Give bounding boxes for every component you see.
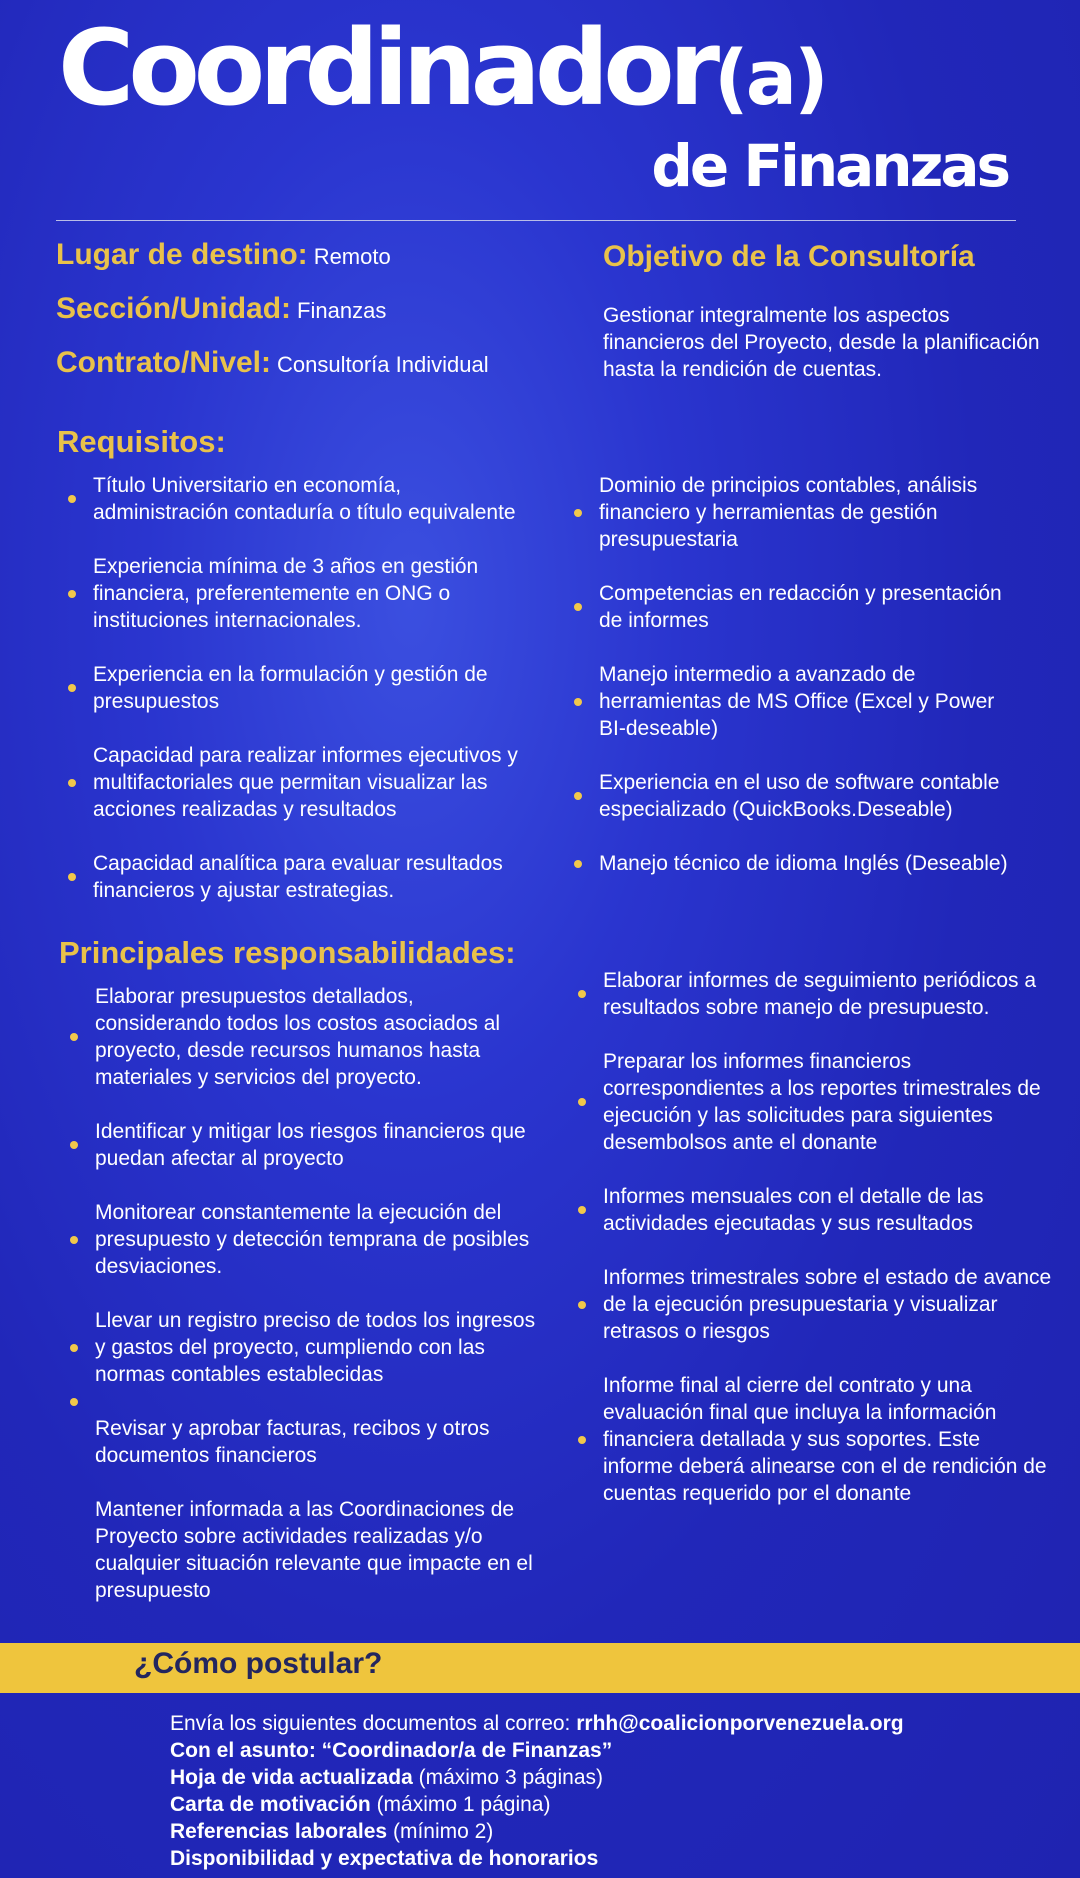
seccion-label: Sección/Unidad: <box>56 292 292 325</box>
requisitos-title: Requisitos: <box>57 424 226 459</box>
list-item-text: Preparar los informes financieros correspondientes a los reportes trimestrales de ejecución y las solicitudes para siguientes desembolsos ante el donante <box>603 1050 1041 1154</box>
list-item-text: Capacidad para realizar informes ejecutivos y multifactoriales que permitan visualizar las acciones realizadas y resultados <box>93 744 518 821</box>
bullet-icon <box>578 990 586 998</box>
list-item <box>59 1496 539 1604</box>
responsabilidades-right-list <box>567 967 1052 1534</box>
requisitos-left-list <box>57 472 537 931</box>
info-seccion <box>56 292 386 326</box>
bullet-icon <box>578 1098 586 1106</box>
destino-label: Lugar de destino: <box>56 238 308 271</box>
objetivo-title: Objetivo de la Consultoría <box>603 240 975 273</box>
list-item <box>567 1048 1052 1156</box>
list-item-text: Dominio de principios contables, análisis financiero y herramientas de gestión presupuestaria <box>599 474 978 551</box>
list-item <box>59 1118 539 1172</box>
list-item <box>563 769 1023 823</box>
apply-carta-line <box>170 1791 1050 1818</box>
bullet-icon <box>578 1301 586 1309</box>
apply-instructions <box>170 1710 1050 1872</box>
list-item <box>59 1415 539 1469</box>
bullet-icon <box>70 1398 78 1406</box>
list-item-text: Título Universitario en economía, administración contaduría o título equivalente <box>93 474 516 524</box>
title-main: Coordinador <box>58 7 715 129</box>
page-subtitle: de Finanzas <box>651 132 1008 200</box>
header-divider <box>56 220 1016 221</box>
bullet-icon <box>70 1344 78 1352</box>
apply-ref-line <box>170 1818 1050 1845</box>
list-item <box>567 1372 1052 1507</box>
list-item-text: Manejo técnico de idioma Inglés (Deseable) <box>599 852 1008 875</box>
list-item <box>59 1199 539 1280</box>
title-suffix: (a) <box>714 33 826 122</box>
bullet-icon <box>68 590 76 598</box>
apply-email-line <box>170 1710 1050 1737</box>
list-item-text: Manejo intermedio a avanzado de herramientas de MS Office (Excel y Power BI-deseable) <box>599 663 995 740</box>
list-item <box>59 1388 539 1415</box>
requisitos-right-list <box>563 472 1023 904</box>
list-item <box>59 983 539 1091</box>
list-item <box>59 1307 539 1388</box>
bullet-icon <box>68 495 76 503</box>
list-item-text: Informes trimestrales sobre el estado de avance de la ejecución presupuestaria y visualizar retrasos o riesgos <box>603 1266 1052 1343</box>
list-item <box>57 553 537 634</box>
list-item-text: Experiencia en el uso de software contable especializado (QuickBooks.Deseable) <box>599 771 1000 821</box>
list-item-text: Experiencia en la formulación y gestión de presupuestos <box>93 663 488 713</box>
list-item-text: Experiencia mínima de 3 años en gestión financiera, preferentemente en ONG o instituciones internacionales. <box>93 555 479 632</box>
destino-value: Remoto <box>313 244 391 269</box>
apply-cv-note: (máximo 3 páginas) <box>412 1766 604 1789</box>
list-item-text: Mantener informada a las Coordinaciones de Proyecto sobre actividades realizadas y/o cualquier situación relevante que impacte en el presupuesto <box>95 1498 533 1602</box>
list-item <box>567 1183 1052 1237</box>
bullet-icon <box>574 792 582 800</box>
list-item-text: Informes mensuales con el detalle de las actividades ejecutadas y sus resultados <box>603 1185 984 1235</box>
list-item <box>563 661 1023 742</box>
page-title <box>58 7 826 129</box>
list-item <box>57 742 537 823</box>
list-item-text: Informe final al cierre del contrato y una evaluación final que incluya la información financiera detallada y sus soportes. Este informe deberá alinearse con el de rendición de cuentas requerido por el donante <box>603 1374 1047 1505</box>
apply-banner <box>0 1643 1080 1693</box>
list-item-text: Competencias en redacción y presentación de informes <box>599 582 1002 632</box>
list-item <box>563 580 1023 634</box>
apply-cv-line <box>170 1764 1050 1791</box>
list-item-text: Llevar un registro preciso de todos los ingresos y gastos del proyecto, cumpliendo con las normas contables establecidas <box>95 1309 536 1386</box>
apply-carta-note: (máximo 1 página) <box>370 1793 551 1816</box>
list-item-text: Identificar y mitigar los riesgos financieros que puedan afectar al proyecto <box>95 1120 526 1170</box>
apply-cv-label: Hoja de vida actualizada <box>170 1766 413 1789</box>
bullet-icon <box>68 779 76 787</box>
contrato-value: Consultoría Individual <box>277 352 489 377</box>
list-item-text: Elaborar presupuestos detallados, considerando todos los costos asociados al proyecto, desde recursos humanos hasta materiales y servicios del proyecto. <box>95 985 501 1089</box>
bullet-icon <box>574 603 582 611</box>
responsabilidades-title: Principales responsabilidades: <box>59 935 516 970</box>
apply-title: ¿Cómo postular? <box>134 1647 383 1680</box>
bullet-icon <box>578 1436 586 1444</box>
bullet-icon <box>574 860 582 868</box>
apply-ref-label: Referencias laborales <box>170 1820 388 1843</box>
list-item-text: Revisar y aprobar facturas, recibos y otros documentos financieros <box>95 1417 490 1467</box>
apply-disp-line <box>170 1845 1050 1872</box>
list-item <box>563 472 1023 553</box>
apply-subject: Con el asunto: “Coordinador/a de Finanzas” <box>170 1739 613 1762</box>
bullet-icon <box>70 1141 78 1149</box>
bullet-icon <box>70 1033 78 1041</box>
list-item <box>567 967 1052 1021</box>
bullet-icon <box>574 698 582 706</box>
responsabilidades-left-list <box>59 983 539 1631</box>
apply-subject-line <box>170 1737 1050 1764</box>
apply-carta-label: Carta de motivación <box>170 1793 371 1816</box>
apply-ref-note: (mínimo 2) <box>387 1820 494 1843</box>
list-item <box>57 472 537 526</box>
list-item-text: Capacidad analítica para evaluar resultados financieros y ajustar estrategias. <box>93 852 503 902</box>
list-item <box>57 850 537 904</box>
bullet-icon <box>578 1206 586 1214</box>
contrato-label: Contrato/Nivel: <box>56 346 272 379</box>
bullet-icon <box>574 509 582 517</box>
seccion-value: Finanzas <box>297 298 387 323</box>
list-item <box>567 1264 1052 1345</box>
list-item-text: Monitorear constantemente la ejecución del presupuesto y detección temprana de posibles desviaciones. <box>95 1201 530 1278</box>
apply-intro: Envía los siguientes documentos al correo: <box>170 1712 577 1735</box>
info-destino <box>56 238 391 272</box>
bullet-icon <box>68 873 76 881</box>
bullet-icon <box>70 1236 78 1244</box>
bullet-icon <box>68 684 76 692</box>
info-contrato <box>56 346 489 380</box>
list-item <box>57 661 537 715</box>
list-item-text: Elaborar informes de seguimiento periódicos a resultados sobre manejo de presupuesto. <box>603 969 1037 1019</box>
apply-email-link[interactable]: rrhh@coalicionporvenezuela.org <box>576 1712 904 1735</box>
objetivo-text: Gestionar integralmente los aspectos financieros del Proyecto, desde la planificación hasta la rendición de cuentas. <box>603 304 1040 381</box>
apply-disp-label: Disponibilidad y expectativa de honorarios <box>170 1847 599 1870</box>
list-item <box>563 850 1023 877</box>
